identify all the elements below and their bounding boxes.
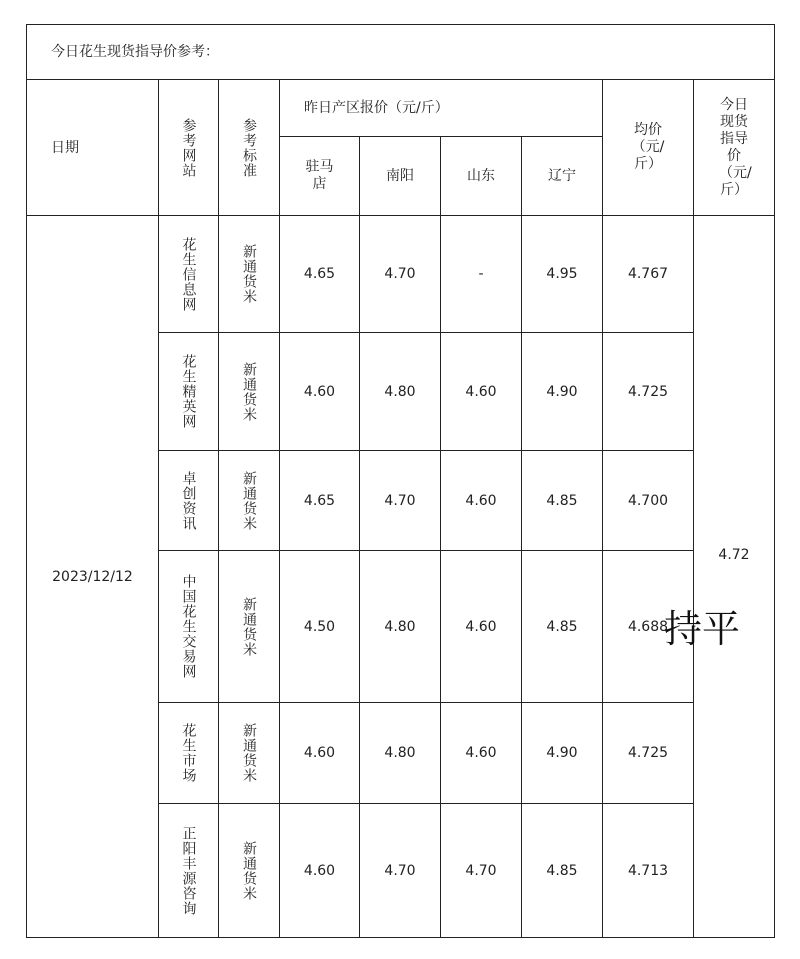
row-1-standard: 新通货米: [241, 244, 258, 304]
header-standard: 参考标准: [241, 117, 258, 178]
row-4-standard-cell: [219, 551, 279, 702]
row-2-avg: 4.725: [627, 383, 669, 400]
row-4-price-4: 4.85: [546, 618, 578, 635]
table-title: 今日花生现货指导价参考：: [51, 44, 219, 60]
header-avg: 均价（元/斤）: [631, 122, 665, 172]
row-2-site-cell: [159, 333, 218, 450]
row-1-site-cell: [159, 216, 218, 332]
row-5-price-4: 4.90: [546, 745, 578, 761]
row-3-price-2: 4.70: [384, 492, 416, 509]
row-5-site: 花生市场: [180, 723, 197, 783]
row-5-standard-cell: [219, 703, 279, 803]
row-4-price-3: 4.60: [465, 618, 497, 635]
header-region-zhumadian: 驻马店: [305, 159, 334, 192]
header-site: 参考网站: [180, 117, 197, 178]
row-1-price-2: 4.70: [384, 266, 416, 282]
row-6-site-cell: [159, 804, 218, 938]
row-6-price-4: 4.85: [546, 863, 578, 879]
header-region-zhumadian-cell: [280, 137, 359, 215]
row-3-standard: 新通货米: [241, 470, 258, 531]
row-4-site-cell: [159, 551, 218, 702]
row-4-price-1: 4.50: [303, 618, 336, 635]
row-2-site: 花生精英网: [180, 354, 197, 429]
row-4-price-2: 4.80: [384, 618, 416, 635]
row-3-price-3: 4.60: [465, 492, 497, 509]
status-stamp: 持平: [664, 607, 741, 651]
row-2-standard-cell: [219, 333, 279, 450]
row-5-price-3: 4.60: [465, 745, 497, 761]
row-2-price-2: 4.80: [384, 383, 416, 400]
date-cell: 2023/12/12: [52, 569, 133, 585]
row-3-site-cell: [159, 451, 218, 550]
price-table: [26, 24, 775, 938]
header-guide-cell: [694, 80, 774, 215]
header-region-liaoning: 辽宁: [548, 168, 576, 184]
header-region-shandong: 山东: [467, 168, 495, 184]
row-1-price-1: 4.65: [303, 266, 336, 282]
header-date: 日期: [51, 139, 79, 156]
header-prices-group: 昨日产区报价（元/斤）: [304, 100, 449, 116]
row-1-site: 花生信息网: [180, 236, 197, 312]
row-3-standard-cell: [219, 451, 279, 550]
header-guide: 今日现货指导价（元/斤）: [719, 96, 752, 198]
header-standard-cell: [219, 80, 279, 215]
row-3-site: 卓创资讯: [180, 470, 197, 531]
row-2-standard: 新通货米: [241, 361, 258, 422]
row-1-price-4: 4.95: [546, 266, 578, 282]
guide-price: 4.72: [718, 547, 750, 563]
header-site-cell: [159, 80, 218, 215]
row-5-avg: 4.725: [627, 745, 669, 761]
row-2-price-3: 4.60: [465, 383, 497, 400]
row-4-avg: 4.688: [627, 618, 669, 635]
row-5-price-1: 4.60: [303, 745, 336, 761]
row-1-price-3: -: [478, 266, 484, 282]
row-3-avg: 4.700: [627, 492, 669, 509]
row-4-standard: 新通货米: [241, 596, 258, 657]
row-6-price-3: 4.70: [465, 863, 497, 879]
row-6-price-1: 4.60: [303, 863, 336, 879]
header-avg-cell: [603, 80, 693, 215]
row-2-price-4: 4.90: [546, 383, 578, 400]
header-region-nanyang: 南阳: [386, 168, 414, 184]
row-3-price-1: 4.65: [303, 492, 336, 509]
row-5-site-cell: [159, 703, 218, 803]
row-5-price-2: 4.80: [384, 745, 416, 761]
row-6-standard-cell: [219, 804, 279, 938]
row-6-avg: 4.713: [627, 863, 669, 879]
row-1-standard-cell: [219, 216, 279, 332]
row-3-price-4: 4.85: [546, 492, 578, 509]
row-6-standard: 新通货米: [241, 841, 258, 901]
row-6-price-2: 4.70: [384, 863, 416, 879]
row-4-site: 中国花生交易网: [180, 574, 197, 679]
row-5-standard: 新通货米: [241, 723, 258, 783]
row-1-avg: 4.767: [627, 266, 669, 282]
row-2-price-1: 4.60: [303, 383, 336, 400]
row-6-site: 正阳丰源咨询: [180, 826, 197, 916]
